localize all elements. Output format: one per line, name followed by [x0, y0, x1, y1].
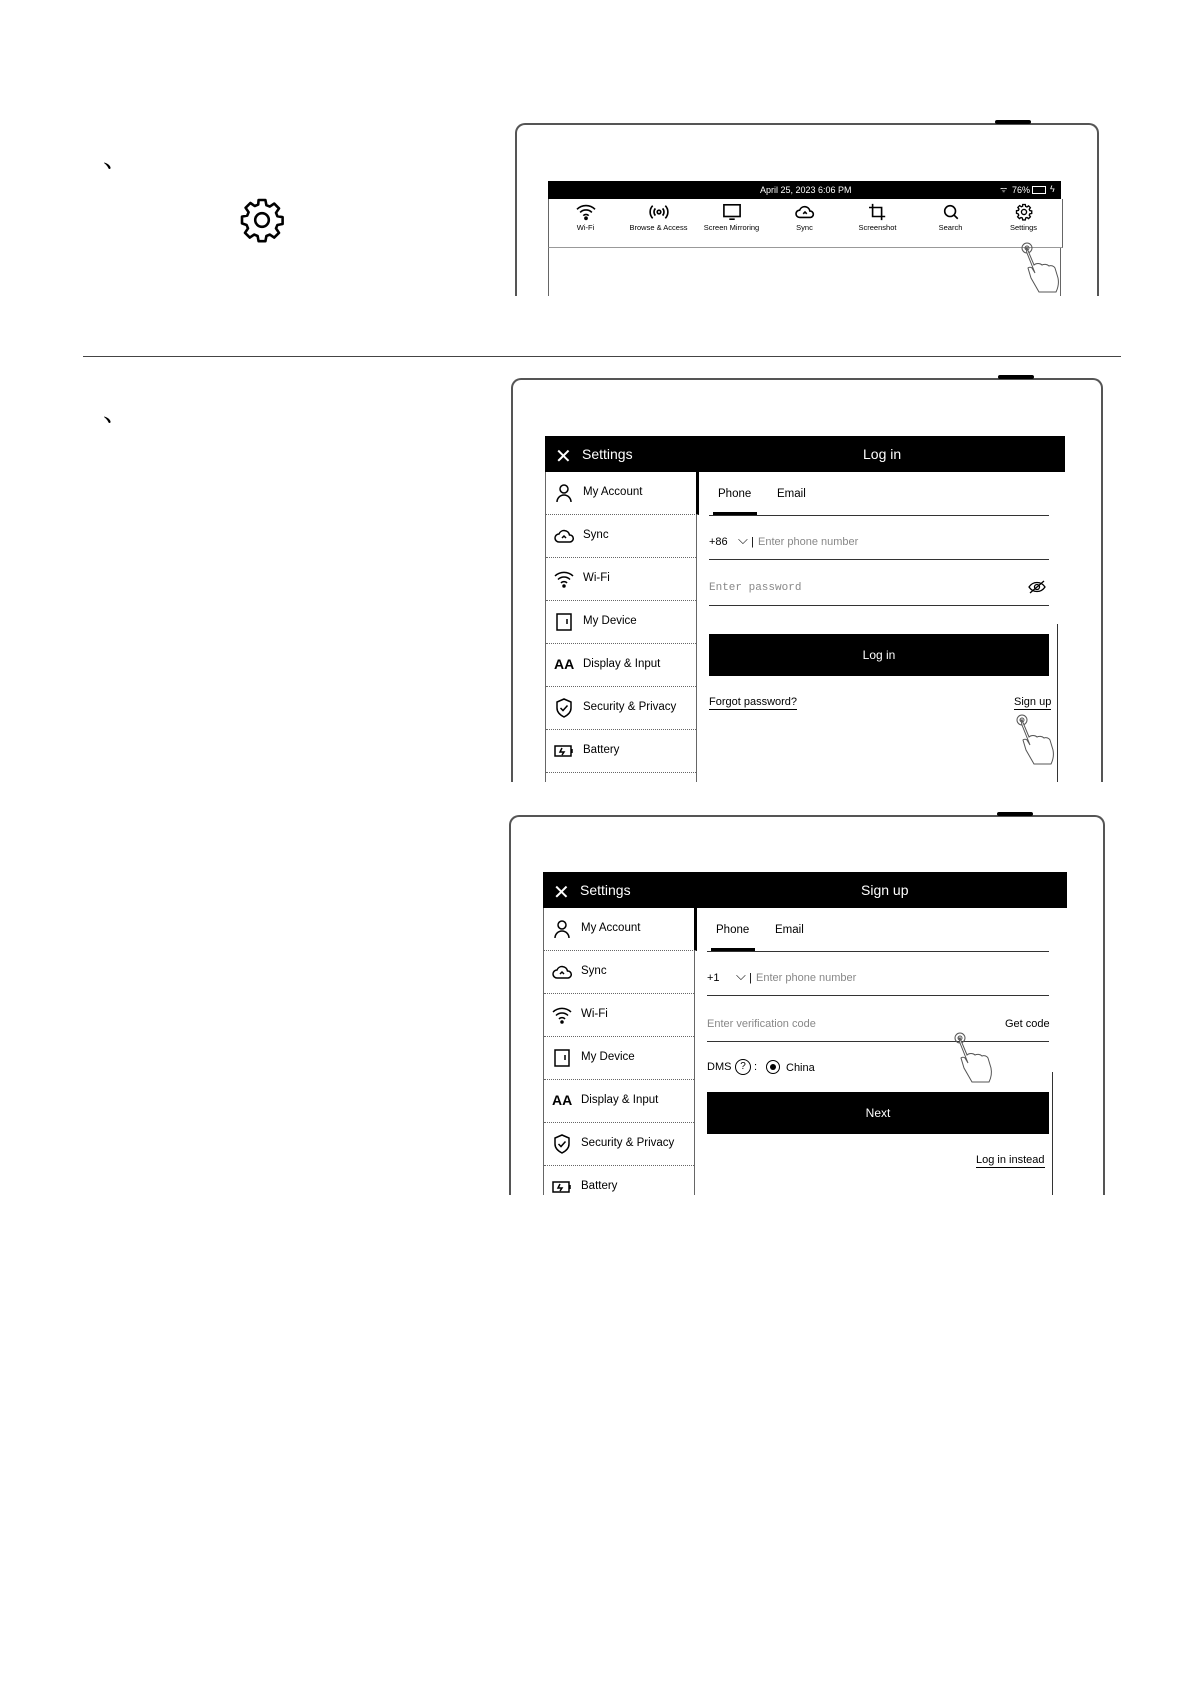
get-code-button[interactable]: Get code [1005, 1018, 1050, 1030]
sidebar-item-my-device[interactable] [544, 1037, 694, 1080]
person-icon [552, 919, 572, 939]
font-size-icon: AA [552, 1092, 573, 1108]
next-button[interactable]: Next [707, 1092, 1049, 1134]
quick-sync-button[interactable] [768, 203, 841, 232]
sidebar-item-label: Sync [581, 965, 607, 977]
sidebar-item-my-account[interactable] [546, 472, 699, 515]
quick-label: Wi-Fi [576, 223, 595, 232]
gear-icon [238, 196, 286, 249]
login-instead-link[interactable]: Log in instead [976, 1154, 1045, 1166]
sidebar-item-my-account[interactable] [544, 908, 697, 951]
broadcast-icon [648, 203, 670, 221]
sidebar-item-sync[interactable] [546, 515, 696, 558]
sidebar-item-label: Sync [583, 529, 609, 541]
scrollbar[interactable] [1052, 1072, 1053, 1195]
tab-phone[interactable]: Phone [716, 924, 750, 936]
tab-email[interactable]: Email [775, 924, 804, 936]
page-title: Log in [863, 446, 902, 462]
status-bar [548, 181, 1061, 199]
cursor-bar: | [749, 972, 752, 984]
quick-panel [548, 199, 1063, 248]
quick-label: Sync [796, 223, 813, 232]
hand-pointer-icon [951, 1032, 1007, 1098]
device-icon [554, 612, 574, 632]
tab-divider [707, 951, 1049, 952]
sidebar-item-battery[interactable] [544, 1166, 694, 1195]
quick-label: Screenshot [858, 223, 897, 232]
country-code-select[interactable]: +86 [709, 536, 728, 548]
hand-pointer-icon [1015, 240, 1075, 296]
radio-button[interactable] [766, 1060, 780, 1074]
device-button [998, 375, 1034, 379]
dms-value: China [786, 1062, 815, 1074]
shield-icon [554, 698, 574, 718]
sidebar-item-label: Security & Privacy [583, 701, 677, 713]
sidebar-item-label: Wi-Fi [581, 1008, 608, 1020]
quick-settings-button[interactable] [987, 203, 1060, 232]
gear-icon [1013, 203, 1035, 221]
cloud-sync-icon [552, 962, 572, 982]
quick-label: Search [938, 223, 963, 232]
sidebar-item-label: My Account [581, 922, 641, 934]
country-code-select[interactable]: +1 [707, 972, 720, 984]
tab-divider [709, 515, 1049, 516]
sidebar-item-label: My Account [583, 486, 643, 498]
sidebar-item-my-device[interactable] [546, 601, 696, 644]
sidebar-item-wifi[interactable] [546, 558, 696, 601]
search-icon [940, 203, 962, 221]
close-icon[interactable]: ✕ [555, 446, 572, 468]
settings-sidebar [545, 472, 697, 782]
sign-up-link[interactable]: Sign up [1014, 696, 1052, 708]
dms-separator: : [754, 1061, 758, 1073]
hand-pointer-icon [1013, 714, 1065, 782]
settings-sidebar [543, 908, 695, 1195]
cloud-sync-icon [794, 203, 816, 221]
quick-label: Screen Mirroring [703, 223, 760, 232]
battery-icon [554, 741, 574, 761]
input-underline [707, 995, 1049, 996]
device-button [997, 812, 1033, 816]
sidebar-item-display-input[interactable] [546, 644, 696, 687]
sidebar-item-label: Battery [581, 1180, 618, 1192]
page-title: Sign up [861, 882, 909, 898]
screen-mirror-icon [721, 203, 743, 221]
password-input[interactable]: Enter password [709, 582, 802, 594]
sidebar-item-sync[interactable] [544, 951, 694, 994]
sidebar-item-label: Display & Input [583, 658, 661, 670]
sidebar-item-label: My Device [581, 1051, 635, 1063]
sidebar-item-security-privacy[interactable] [546, 687, 696, 730]
login-header [545, 436, 1065, 472]
dms-label: DMS [707, 1061, 732, 1073]
device-button [995, 120, 1031, 124]
settings-title: Settings [582, 446, 633, 462]
cloud-sync-icon [554, 526, 574, 546]
login-form [695, 472, 1065, 782]
crop-icon [867, 203, 889, 221]
cursor-bar: | [751, 536, 754, 548]
sidebar-item-label: Battery [583, 744, 620, 756]
signup-screen [543, 872, 1067, 1195]
screen-body [548, 248, 1061, 296]
radio-dot [770, 1064, 776, 1070]
quick-search-button[interactable] [914, 203, 987, 232]
wifi-status-icon: ᯤ [1000, 185, 1008, 194]
quick-screenshot-button[interactable] [841, 203, 914, 232]
sidebar-item-label: Security & Privacy [581, 1137, 675, 1149]
help-icon[interactable]: ? [735, 1059, 751, 1075]
phone-input[interactable]: Enter phone number [758, 536, 859, 548]
quick-wifi-button[interactable] [549, 203, 622, 232]
signup-header [543, 872, 1067, 908]
sidebar-item-label: Wi-Fi [583, 572, 610, 584]
battery-icon [552, 1177, 572, 1195]
sidebar-item-security-privacy[interactable] [544, 1123, 694, 1166]
chevron-down-icon[interactable]: ⌵ [738, 532, 748, 547]
battery-percent: 76% [1012, 185, 1031, 195]
step-marker-1: 、 [103, 144, 130, 174]
login-button[interactable]: Log in [709, 634, 1049, 676]
font-size-icon: AA [554, 656, 575, 672]
device-icon [552, 1048, 572, 1068]
verification-code-input[interactable]: Enter verification code [707, 1018, 816, 1030]
quick-label: Browse & Access [629, 223, 688, 232]
input-underline [709, 559, 1049, 560]
sidebar-item-wifi[interactable] [544, 994, 694, 1037]
person-icon [554, 483, 574, 503]
battery-status-icon [1032, 186, 1046, 194]
sidebar-item-battery[interactable] [546, 730, 696, 773]
tab-phone[interactable]: Phone [718, 488, 752, 500]
section-divider [83, 356, 1121, 357]
settings-title: Settings [580, 882, 631, 898]
phone-input[interactable]: Enter phone number [756, 972, 857, 984]
step-marker-2: 、 [103, 398, 130, 428]
wifi-icon [552, 1005, 572, 1025]
close-icon[interactable]: ✕ [553, 882, 570, 904]
input-underline [709, 605, 1049, 606]
sidebar-item-display-input[interactable] [544, 1080, 694, 1123]
signup-form [693, 908, 1067, 1195]
charging-icon: ϟ [1050, 184, 1055, 194]
quick-browse-access-button[interactable] [622, 203, 695, 232]
eye-off-icon[interactable] [1028, 580, 1046, 594]
wifi-icon [575, 203, 597, 221]
wifi-icon [554, 569, 574, 589]
status-datetime: April 25, 2023 6:06 PM [760, 185, 852, 195]
quick-label: Settings [1009, 223, 1038, 232]
sidebar-item-label: Display & Input [581, 1094, 659, 1106]
shield-icon [552, 1134, 572, 1154]
quick-screen-mirroring-button[interactable] [695, 203, 768, 232]
forgot-password-link[interactable]: Forgot password? [709, 696, 798, 708]
sidebar-item-label: My Device [583, 615, 637, 627]
login-screen [545, 436, 1065, 782]
tab-email[interactable]: Email [777, 488, 806, 500]
chevron-down-icon[interactable]: ⌵ [736, 968, 746, 983]
